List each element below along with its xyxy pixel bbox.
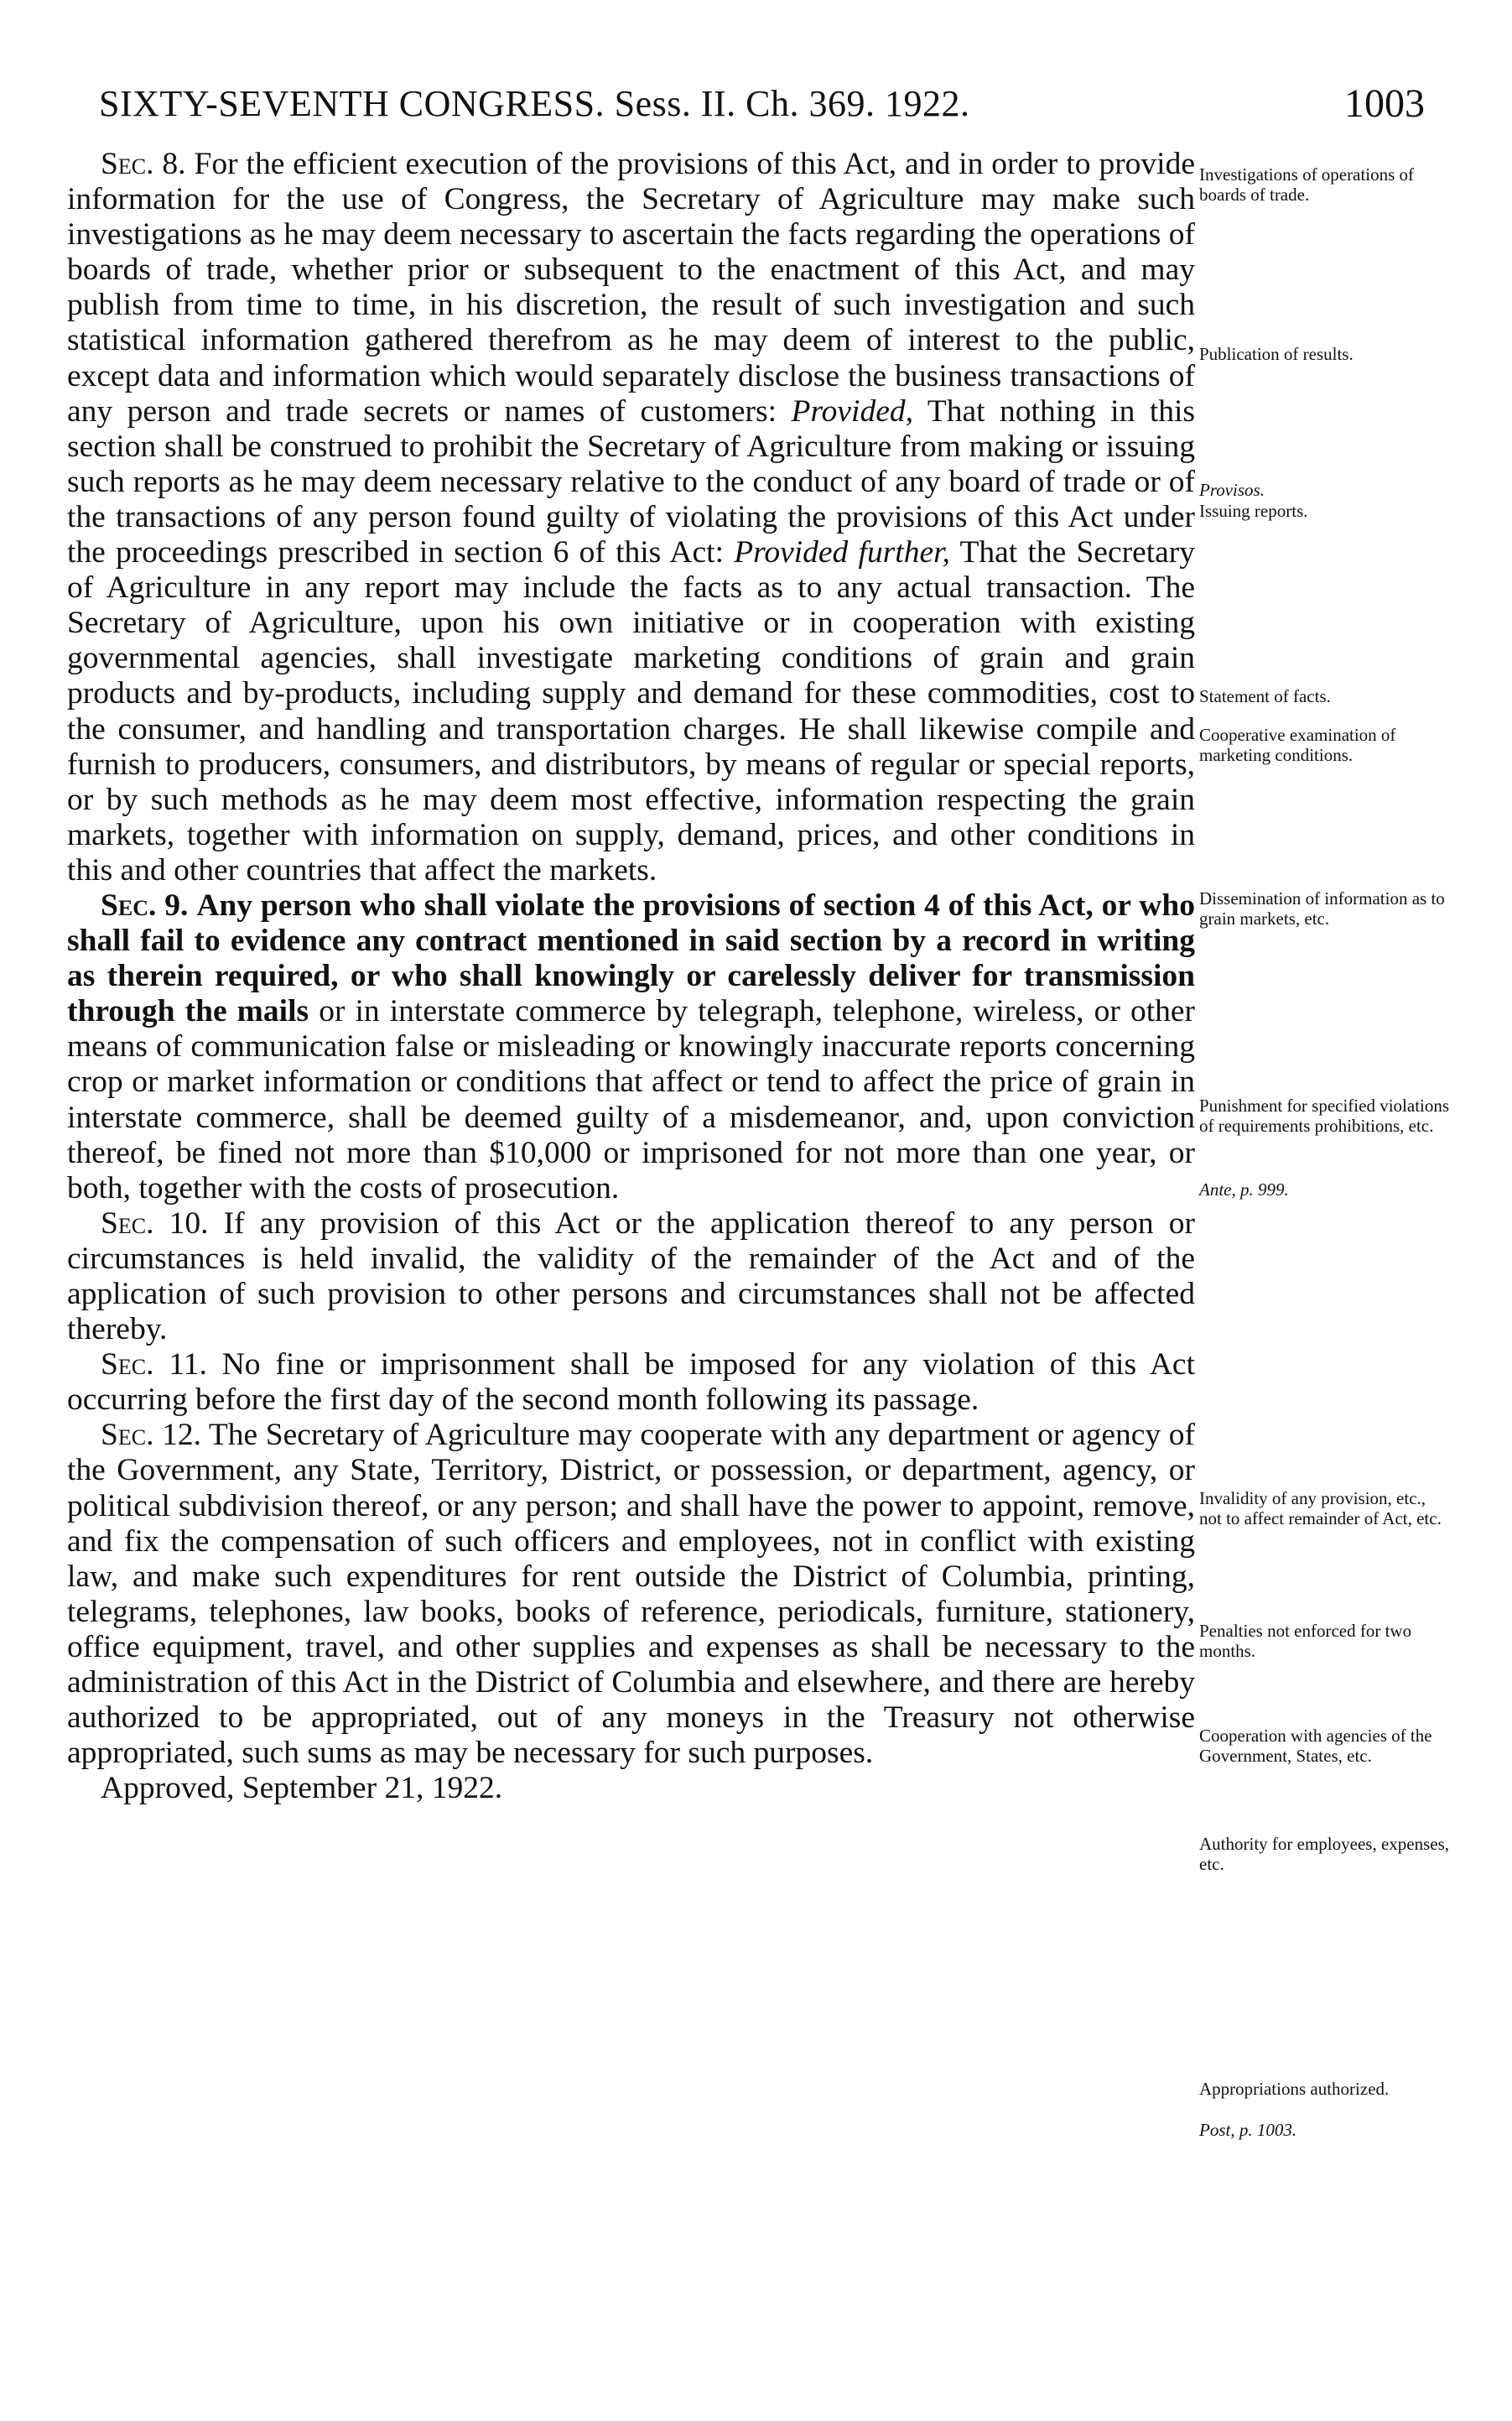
section-12-text: The Secretary of Agriculture may cooperate with any department or agency of the Government, any State, Territory, District, or possession, or department, agency, or political subdivision thereof, or any person; and shall have the power to appoint, remove, and fix the compensation of such officers and employees, not in conflict with existing law, and make such expenditures for rent outside the District of Columbia, printing, telegrams, telephones, law books, books of reference, periodicals, furniture, stationery, office equipment, travel, and other supplies and expenses as shall be necessary to the administration of this Act in the District of Columbia and elsewhere, and there are hereby authorized to be appropriated, out of any moneys in the Treasury not otherwise appropriated, such sums as may be necessary for such purposes.	[67, 1418, 1195, 1771]
note-investigations: Investigations of operations of boards of trade.	[1199, 164, 1415, 205]
note-statement: Statement of facts.	[1199, 686, 1331, 706]
note-cooperative: Cooperative examination of marketing conditions.	[1199, 725, 1396, 765]
section-9-text-bold: Any person who shall violate the provisions of section 4 of this Act, or who shall fail to evidence any contract mentioned in said section by a record in writing as therein required, or who shall knowingly or carelessly deliver for transmission through the mails	[67, 888, 1195, 1029]
section-8-text-a: For the efficient execution of the provisions of this Act, and in order to provide information for the use of Congress, the Secretary of Agriculture may make such investigations as he may deem necessary to ascertain the facts regarding the operations of boards of trade, whether prior or subsequent to the enactment of this Act, and may publish from time to time, in his discretion, the result of such investigation and such statistical information gathered therefrom as he may deem of interest to the public, except data and information which would separately disclose the business transactions of any person and trade secrets or names of customers:	[67, 147, 1195, 429]
section-8	[67, 147, 1195, 888]
proviso-provided: Provided,	[791, 393, 913, 429]
section-8-label: Sec. 8.	[101, 147, 186, 181]
section-10	[67, 1206, 1195, 1347]
running-head: SIXTY-SEVENTH CONGRESS. Sess. II. Ch. 369. 1922.	[99, 83, 970, 124]
note-punishment: Punishment for specified violations of requirements prohibitions, etc.	[1199, 1096, 1450, 1136]
section-9	[67, 888, 1195, 1206]
section-9-text: or in interstate commerce by telegraph, telephone, wireless, or other means of communication false or misleading or knowingly inaccurate reports concerning crop or market information or conditions that affect or tend to affect the price of grain in interstate commerce, shall be deemed guilty of a misdemeanor, and, upon conviction thereof, be fined not more than $10,000 or imprisoned for not more than one year, or both, together with the costs of prosecution.	[67, 994, 1195, 1205]
section-8-text-c: That the Secretary of Agriculture in any report may include the facts as to any actual transaction. The Secretary of Agriculture, upon his own initiative or in cooperation with existing governmental agencies, shall investigate marketing conditions of grain and grain products and by-products, including supply and demand for these commodities, cost to the consumer, and handling and transportation charges. He shall likewise compile and furnish to producers, consumers, and distributors, by means of regular or special reports, or by such methods as he may deem most effective, information respecting the grain markets, together with information on supply, demand, prices, and other conditions in this and other countries that affect the markets.	[67, 535, 1196, 888]
note-appropriations: Appropriations authorized.	[1199, 2079, 1390, 2099]
note-penalties: Penalties not enforced for two months.	[1199, 1621, 1412, 1661]
section-11	[67, 1347, 1195, 1418]
section-12-label: Sec. 12.	[101, 1418, 201, 1453]
note-publication: Publication of results.	[1199, 344, 1354, 364]
section-11-text: No fine or imprisonment shall be imposed for any violation of this Act occurring before the first day of the second month following its passage.	[67, 1347, 1195, 1418]
note-provisos: Provisos.	[1199, 480, 1265, 500]
section-12	[67, 1418, 1195, 1771]
statute-body	[67, 147, 1195, 1806]
note-dissemination: Dissemination of information as to grain markets, etc.	[1199, 888, 1445, 929]
note-ante: Ante, p. 999.	[1199, 1179, 1289, 1200]
note-issuing-reports: Issuing reports.	[1199, 501, 1308, 521]
section-10-text: If any provision of this Act or the application thereof to any person or circumstances is held invalid, the validity of the remainder of the Act and of the application of such provision to other persons and circumstances shall not be affected thereby.	[67, 1205, 1195, 1347]
section-9-label: Sec. 9.	[101, 888, 189, 923]
page-header	[0, 0, 1512, 151]
note-post: Post, p. 1003.	[1199, 2120, 1297, 2140]
proviso-provided-further: Provided further,	[734, 535, 950, 570]
note-cooperation: Cooperation with agencies of the Government, States, etc.	[1199, 1726, 1432, 1766]
section-8-text-b: That nothing in this section shall be construed to prohibit the Secretary of Agriculture from making or issuing such reports as he may deem necessary relative to the conduct of any board of trade or of the transactions of any person found guilty of violating the provisions of this Act under the proceedings prescribed in section 6 of this Act:	[67, 393, 1195, 570]
section-11-label: Sec. 11.	[101, 1347, 207, 1382]
note-authority: Authority for employees, expenses, etc.	[1199, 1834, 1450, 1874]
approval-date: Approved, September 21, 1922.	[101, 1771, 503, 1806]
section-10-label: Sec. 10.	[101, 1205, 209, 1241]
page-number: 1003	[1344, 81, 1425, 126]
note-invalidity: Invalidity of any provision, etc., not to affect remainder of Act, etc.	[1199, 1488, 1442, 1528]
